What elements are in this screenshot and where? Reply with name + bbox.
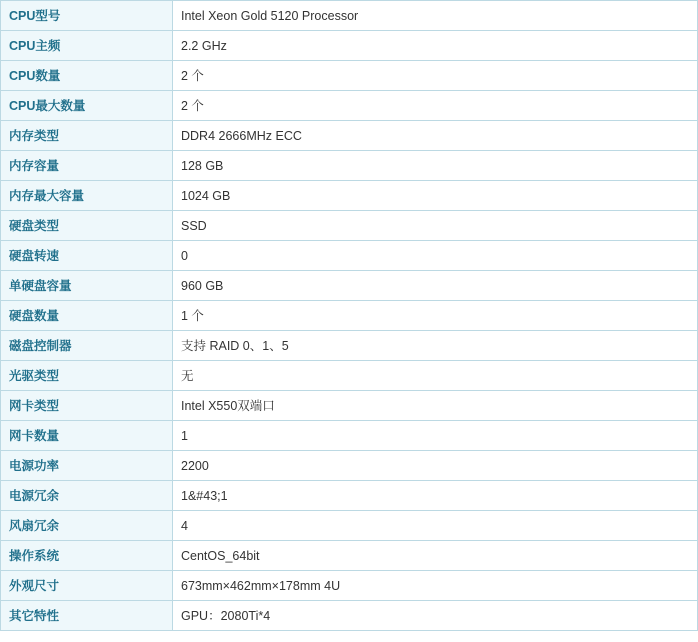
table-row	[1, 301, 698, 331]
spec-label: 内存类型	[1, 121, 173, 151]
spec-label: 硬盘转速	[1, 241, 173, 271]
spec-label: 硬盘数量	[1, 301, 173, 331]
spec-label: 磁盘控制器	[1, 331, 173, 361]
table-row	[1, 361, 698, 391]
spec-value: CentOS_64bit	[173, 541, 698, 571]
spec-value: Intel Xeon Gold 5120 Processor	[173, 1, 698, 31]
spec-label: CPU型号	[1, 1, 173, 31]
table-row	[1, 451, 698, 481]
spec-value: 支持 RAID 0、1、5	[173, 331, 698, 361]
specification-table-body	[1, 1, 698, 631]
spec-value: 128 GB	[173, 151, 698, 181]
table-row	[1, 271, 698, 301]
spec-value: DDR4 2666MHz ECC	[173, 121, 698, 151]
table-row	[1, 391, 698, 421]
table-row	[1, 241, 698, 271]
spec-label: 单硬盘容量	[1, 271, 173, 301]
spec-value: 0	[173, 241, 698, 271]
spec-label: CPU最大数量	[1, 91, 173, 121]
table-row	[1, 31, 698, 61]
spec-value: 1024 GB	[173, 181, 698, 211]
table-row	[1, 211, 698, 241]
spec-value: 960 GB	[173, 271, 698, 301]
table-row	[1, 421, 698, 451]
spec-value: 1	[173, 421, 698, 451]
spec-value: GPU：2080Ti*4	[173, 601, 698, 631]
spec-label: 操作系统	[1, 541, 173, 571]
spec-label: 其它特性	[1, 601, 173, 631]
spec-label: 网卡数量	[1, 421, 173, 451]
spec-value: 无	[173, 361, 698, 391]
spec-label: 光驱类型	[1, 361, 173, 391]
spec-value: SSD	[173, 211, 698, 241]
spec-value: 2 个	[173, 61, 698, 91]
spec-value: 1 个	[173, 301, 698, 331]
spec-label: CPU数量	[1, 61, 173, 91]
spec-value: 1&#43;1	[173, 481, 698, 511]
spec-label: 内存最大容量	[1, 181, 173, 211]
spec-label: 电源冗余	[1, 481, 173, 511]
table-row	[1, 151, 698, 181]
table-row	[1, 1, 698, 31]
table-row	[1, 91, 698, 121]
table-row	[1, 541, 698, 571]
spec-label: CPU主频	[1, 31, 173, 61]
table-row	[1, 181, 698, 211]
spec-label: 网卡类型	[1, 391, 173, 421]
spec-label: 风扇冗余	[1, 511, 173, 541]
spec-value: 2 个	[173, 91, 698, 121]
spec-value: 673mm×462mm×178mm 4U	[173, 571, 698, 601]
table-row	[1, 61, 698, 91]
spec-value: 4	[173, 511, 698, 541]
table-row	[1, 511, 698, 541]
table-row	[1, 331, 698, 361]
spec-value: 2.2 GHz	[173, 31, 698, 61]
table-row	[1, 601, 698, 631]
spec-label: 电源功率	[1, 451, 173, 481]
table-row	[1, 121, 698, 151]
table-row	[1, 481, 698, 511]
spec-label: 内存容量	[1, 151, 173, 181]
spec-value: Intel X550双端口	[173, 391, 698, 421]
spec-label: 硬盘类型	[1, 211, 173, 241]
spec-value: 2200	[173, 451, 698, 481]
spec-label: 外观尺寸	[1, 571, 173, 601]
table-row	[1, 571, 698, 601]
